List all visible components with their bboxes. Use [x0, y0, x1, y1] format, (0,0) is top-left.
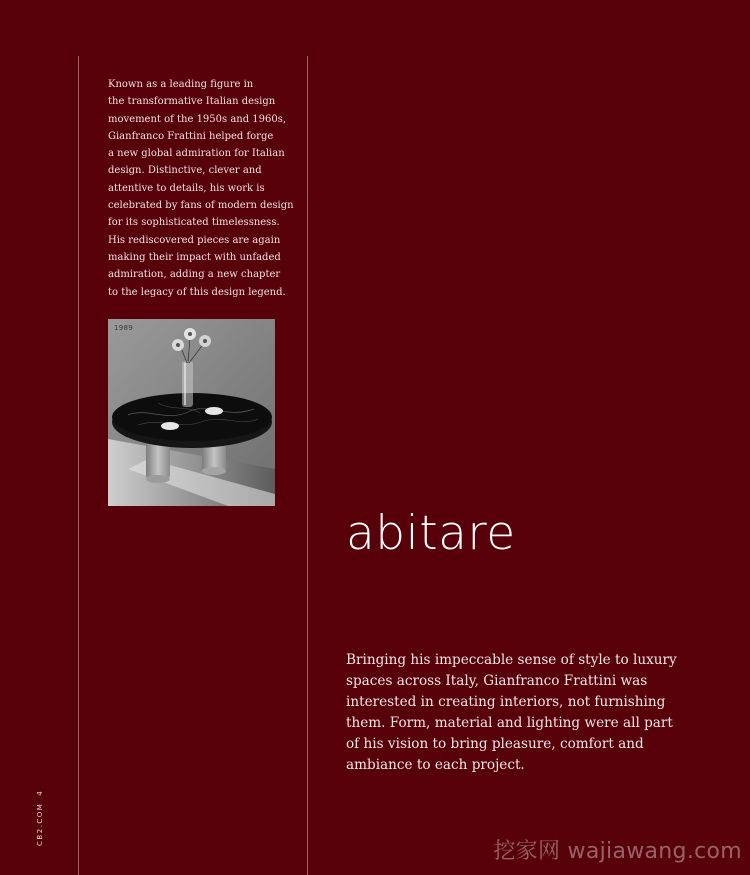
intro-line: design. Distinctive, clever and — [108, 165, 262, 177]
intro-line: movement of the 1950s and 1960s, — [108, 113, 287, 125]
body-line: ambiance to each project. — [346, 757, 525, 773]
section-heading: abitare — [346, 506, 516, 561]
watermark-text: 挖家网 wajiawang.com — [493, 839, 742, 864]
intro-line: the transformative Italian design — [108, 96, 276, 108]
intro-line: a new global admiration for Italian — [108, 148, 285, 160]
table-photo — [108, 319, 275, 506]
intro-line: attentive to details, his work is — [108, 182, 265, 194]
intro-line: Gianfranco Frattini helped forge — [108, 130, 274, 142]
body-line: interested in creating interiors, not furnishing — [346, 694, 666, 710]
intro-line: Known as a leading figure in — [108, 79, 254, 90]
photo-year-caption: 1989 — [114, 324, 134, 332]
intro-line: His rediscovered pieces are again — [108, 234, 281, 246]
body-paragraph — [346, 650, 676, 776]
page-footer-mark — [36, 790, 44, 846]
body-line: Bringing his impeccable sense of style to luxury — [346, 652, 677, 668]
column-divider — [307, 56, 308, 875]
intro-line: making their impact with unfaded — [108, 251, 281, 263]
left-divider — [78, 56, 79, 875]
page-number: 4 — [36, 789, 44, 796]
intro-line: celebrated by fans of modern design — [108, 200, 294, 212]
intro-paragraph — [108, 76, 294, 301]
body-line: of his vision to bring pleasure, comfort and — [346, 736, 644, 752]
body-line: spaces across Italy, Gianfranco Frattini was — [346, 673, 648, 689]
intro-line: for its sophisticated timelessness. — [108, 217, 280, 229]
intro-line: to the legacy of this design legend. — [108, 286, 286, 298]
intro-line: admiration, adding a new chapter — [108, 269, 281, 281]
marble-table-image — [108, 319, 275, 506]
site-name: CB2.COM — [36, 802, 44, 846]
body-line: them. Form, material and lighting were all part — [346, 715, 673, 731]
